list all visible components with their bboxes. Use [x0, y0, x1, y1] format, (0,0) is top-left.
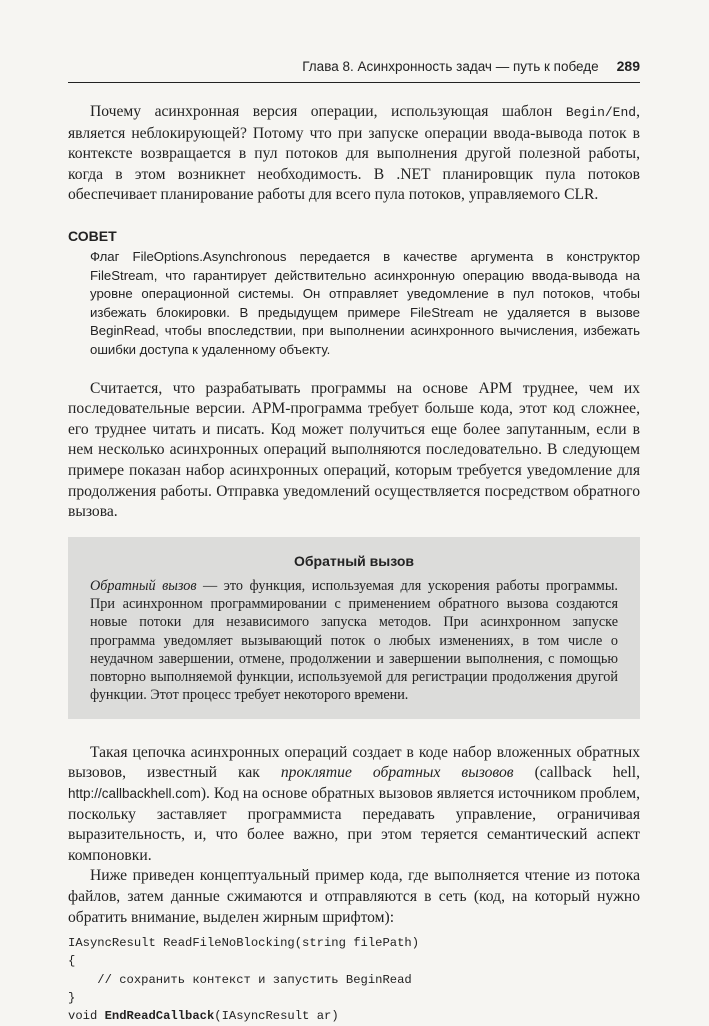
paragraph-3-text-a: Такая цепочка асинхронных операций создает в коде набор вложенных обратных вызовов, известный как [68, 743, 640, 782]
tip-title: СОВЕТ [68, 227, 117, 244]
paragraph-1 [68, 102, 640, 206]
code-line-rest: (IAsyncResult ar) [214, 1009, 339, 1024]
sidebar-body: — это функция, используемая для ускорения работы программы. При асинхронном программировании с применением обратного вызова создаются новые потоки для независимого запуска методов. При асинхронном запуске программа уведомляет вызывающий поток о любых изменениях, в том числе о неудачном завершении, отмене, продолжении и завершении выполнения, с помощью повторно выполняемой функции, используемой для регистрации продолжения другой функции. Этот процесс требует некоторого времени. [90, 577, 618, 704]
paragraph-4: Ниже приведен концептуальный пример кода, где выполняется чтение из потока файлов, затем данные сжимаются и отправляются в сеть (код, на который нужно обратить внимание, выделен жирным шрифтом): [68, 867, 640, 926]
code-line: IAsyncResult ReadFileNoBlocking(string filePath) [68, 936, 420, 951]
code-bold-callback: EndReadCallback [104, 1009, 215, 1024]
page-number: 289 [616, 58, 640, 74]
code-line: { [68, 954, 76, 969]
sidebar-term: Обратный вызов [90, 577, 197, 594]
paragraph-1-text-b: , является неблокирующей? Потому что при запуске операции ввода-вывода поток в контексте возвращается в пул потоков для выполнения другой полезной работы, когда в этом возникнет необходимость. В .NET планировщик пула потоков обеспечивает планирование работы для всего пула потоков, управляемого CLR. [68, 103, 640, 204]
paragraph-2: Считается, что разрабатывать программы на основе APM труднее, чем их последовательные версии. APM-программа требует больше кода, этот код сложнее, его труднее читать и писать. Код может получиться еще более запутанным, если в нем несколько асинхронных операций выполняются последовательно. В следующем примере показан набор асинхронных операций, которым требуется уведомление для продолжения работы. Отправка уведомлений осуществляется посредством обратного вызова. [68, 379, 640, 521]
sidebar-title: Обратный вызов [294, 552, 414, 569]
paragraph-3-text-c: ). Код на основе обратных вызовов является источником проблем, поскольку заставляет программиста передавать управление, ограничивая выразительность, и, что более важно, при этом теряется семантический аспект компоновки. [68, 784, 640, 864]
paragraph-1-text-a: Почему асинхронная версия операции, использующая шаблон [90, 103, 566, 120]
header-rule [68, 82, 640, 83]
callbackhell-link[interactable]: http://callbackhell.com [68, 785, 201, 801]
code-listing [68, 934, 640, 1025]
sidebar-box [68, 537, 640, 719]
code-line: void [68, 1009, 105, 1024]
code-line: // сохранить контекст и запустить BeginRead [68, 972, 412, 987]
sidebar-text [90, 577, 618, 705]
paragraph-3-text-b: (callback hell, [513, 764, 640, 782]
code-line: } [68, 991, 76, 1005]
running-header [68, 58, 640, 74]
callback-hell-term: проклятие обратных вызовов [280, 764, 514, 782]
paragraph-3 [68, 743, 640, 867]
tip-text: Флаг FileOptions.Asynchronous передается в качестве аргумента в конструктор FileStream, что гарантирует действительно асинхронную операцию ввода-вывода на уровне операционной системы. Он отправляет уведомление в пул потоков, чтобы избежать блокировки. В предыдущем примере FileStream не удаляется в вызове BeginRead, чтобы впоследствии, при выполнении асинхронного вычисления, избежать ошибки доступа к удаленному объекту. [90, 248, 640, 357]
chapter-title: Глава 8. Асинхронность задач — путь к победе [302, 59, 599, 74]
page-body [68, 102, 640, 1026]
inline-code-begin-end: Begin/End [565, 105, 637, 120]
